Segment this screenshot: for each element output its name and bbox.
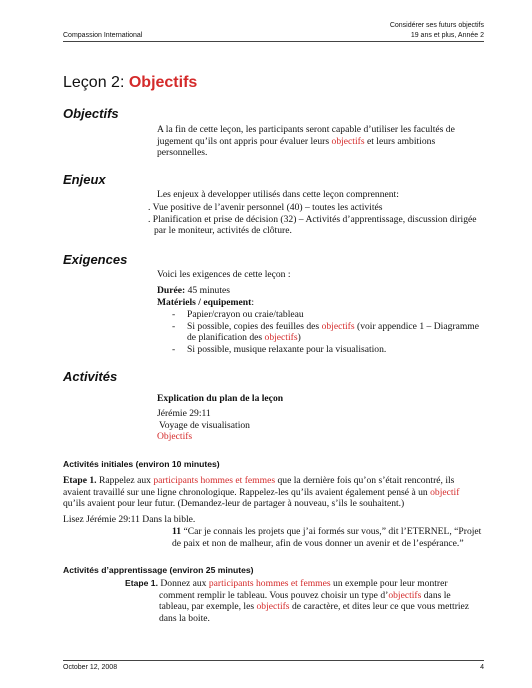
etape-text: un exemple pour leur montrer comment remplir le tableau. Vous pouvez choisir un type d’ bbox=[159, 578, 448, 601]
etape-highlight: objectifs bbox=[256, 601, 290, 613]
page-title bbox=[63, 74, 197, 92]
section-objectifs-heading: Objectifs bbox=[63, 106, 119, 121]
item-highlight: objectifs bbox=[264, 332, 298, 344]
etape-text: de caractère, et dites leur ce que vous mettriez dans la boite. bbox=[159, 601, 470, 624]
plan-title: Explication du plan de la leçon bbox=[157, 393, 284, 404]
exigences-duree bbox=[157, 285, 230, 297]
footer-rule bbox=[63, 660, 484, 661]
enjeux-item: . Planification et prise de décision (32) – Activités d’apprentissage, discussion dirigée par le moniteur, activités de clôture. bbox=[148, 213, 477, 237]
plan-list bbox=[157, 408, 250, 443]
item-highlight: objectifs bbox=[321, 320, 355, 332]
materiels-item: - Papier/crayon ou craie/tableau bbox=[172, 309, 482, 321]
header-rule bbox=[63, 41, 484, 42]
header-subtitle-line: 19 ans et plus, Année 2 bbox=[410, 32, 484, 39]
duree-value: 45 minutes bbox=[185, 285, 231, 296]
materiels-item bbox=[172, 321, 482, 344]
verse-block bbox=[172, 526, 482, 549]
header-title-line: Considérer ses futurs objectifs bbox=[389, 22, 484, 29]
materiels-item: - Si possible, musique relaxante pour la visualisation. bbox=[172, 344, 482, 356]
item-text: (voir appendice 1 – Diagramme de planification des bbox=[187, 320, 480, 344]
etape-highlight: objectifs bbox=[388, 589, 422, 601]
header-org: Compassion International bbox=[63, 32, 143, 39]
objectifs-text: A la fin de cette leçon, les participants seront capable d’utiliser les facultés de jugement qu’ils ont appris pour évaluer leurs bbox=[157, 124, 455, 147]
etape-label: Etape 1. bbox=[125, 578, 158, 588]
plan-item: Voyage de visualisation bbox=[159, 419, 250, 431]
lesson-name: Objectifs bbox=[128, 74, 198, 91]
etape-text: que la dernière fois qu’on s’était rencontré, ils avaient travaillé sur une ligne chronologique. Rappelez-les qu’ils avaient également pensé à un bbox=[63, 475, 455, 498]
plan-item: Jérémie 29:11 bbox=[157, 408, 211, 419]
apprentissage-etape bbox=[125, 578, 481, 624]
section-activites-heading: Activités bbox=[63, 369, 118, 384]
enjeux-item: . Vue positive de l’avenir personnel (40) – toutes les activités bbox=[148, 202, 383, 213]
lesson-prefix: Leçon 2: bbox=[63, 74, 125, 91]
footer-date: October 12, 2008 bbox=[63, 664, 118, 671]
etape-text: Donnez aux bbox=[160, 578, 209, 589]
section-enjeux-heading: Enjeux bbox=[63, 172, 106, 187]
lisez-line: Lisez Jérémie 29:11 Dans la bible. bbox=[63, 514, 196, 525]
etape-highlight: participants hommes et femmes bbox=[208, 578, 331, 589]
objectifs-highlight: objectifs bbox=[331, 135, 365, 147]
materiels-colon: : bbox=[251, 297, 254, 308]
objectifs-text-end: et leurs ambitions personnelles. bbox=[157, 135, 436, 159]
verse-number: 11 bbox=[172, 526, 182, 537]
etape-highlight: participants hommes et femmes bbox=[153, 475, 276, 486]
header-doc-title bbox=[390, 21, 484, 41]
duree-label: Durée: bbox=[157, 285, 186, 296]
item-text: ) bbox=[297, 332, 301, 344]
materiels-list bbox=[172, 309, 482, 355]
plan-item: Objectifs bbox=[157, 431, 193, 443]
page-number: 4 bbox=[480, 664, 484, 671]
etape-label: Etape 1. bbox=[63, 475, 97, 486]
etape-text: Rappelez aux bbox=[96, 475, 154, 486]
initiales-heading: Activités initiales (environ 10 minutes) bbox=[63, 459, 220, 469]
objectifs-paragraph bbox=[157, 124, 475, 159]
enjeux-intro: Les enjeux à developper utilisés dans cette leçon comprennent: bbox=[157, 189, 399, 200]
exigences-materiels bbox=[157, 297, 254, 309]
etape-text: qu’ils avaient pour leur futur. (Demandez-leur de partager à nouveau, s’ils le souhaitent.) bbox=[63, 498, 405, 510]
materiels-label: Matériels / equipement bbox=[157, 297, 252, 308]
item-text: Si possible, copies des feuilles des bbox=[187, 320, 322, 332]
apprentissage-heading: Activités d’apprentissage (environ 25 minutes) bbox=[63, 565, 254, 575]
exigences-intro: Voici les exigences de cette leçon : bbox=[157, 269, 291, 280]
initiales-etape bbox=[63, 475, 483, 510]
verse-text: “Car je connais les projets que j’ai formés sur vous,” dit l’ETERNEL, “Projet de paix et non de malheur, afin de vous donner un avenir et de l’espérance.” bbox=[172, 526, 482, 549]
section-exigences-heading: Exigences bbox=[63, 252, 128, 267]
enjeux-list bbox=[148, 202, 478, 237]
etape-text: dans le tableau, par exemple, les bbox=[159, 589, 451, 613]
etape-highlight: objectif bbox=[430, 486, 460, 498]
